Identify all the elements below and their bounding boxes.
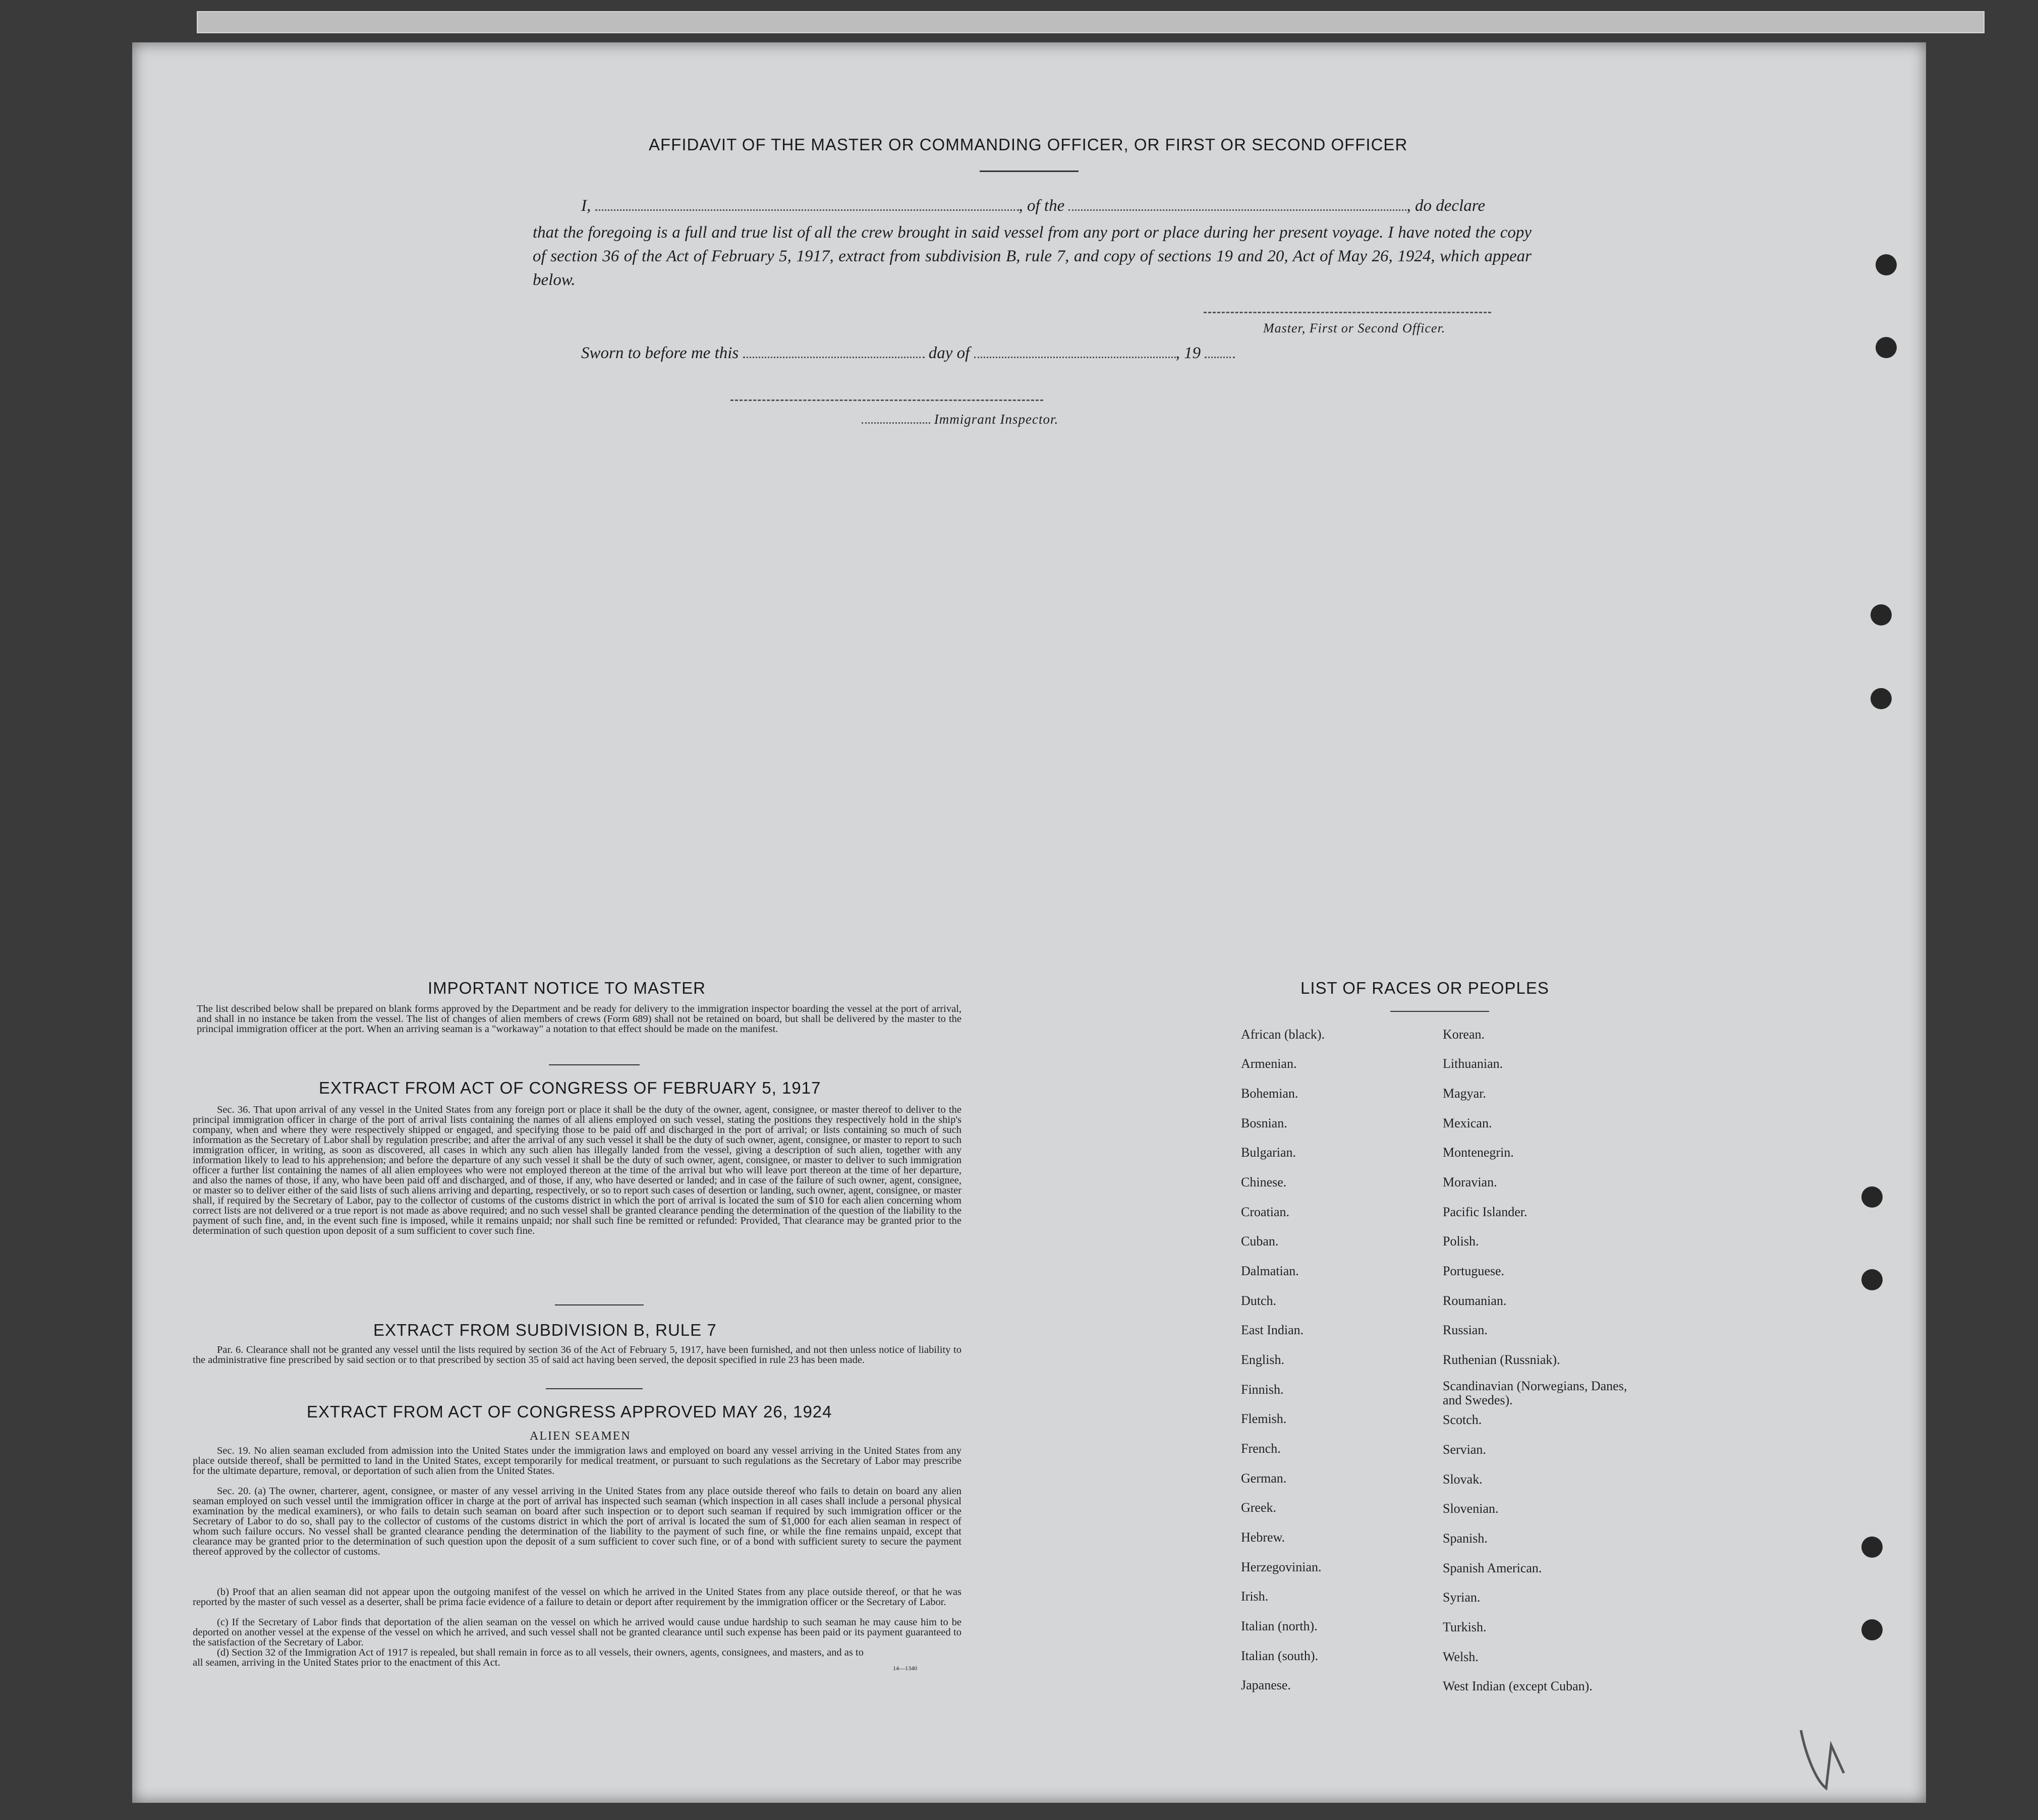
sworn-year-blank[interactable] <box>1205 357 1235 358</box>
race-item: Scotch. <box>1443 1412 1482 1427</box>
sec20c-text: (c) If the Secretary of Labor finds that deportation of the alien seaman on the vessel on which he arrived would cause undue hardship to such seaman he may cause him to be deported on another vessel at the expense of the vessel on which he arrived, and such vessel shall not be granted clearance until such expense has been paid or its payment guaranteed to the satisfaction of the Secretary of Labor. <box>193 1617 961 1648</box>
race-item: Portuguese. <box>1443 1264 1505 1278</box>
races-title-rule <box>1390 1011 1489 1012</box>
race-item: East Indian. <box>1241 1323 1304 1337</box>
race-item: Syrian. <box>1443 1590 1481 1605</box>
race-item: Bosnian. <box>1241 1116 1287 1130</box>
sworn-label: Sworn to before me this <box>581 344 739 362</box>
inspector-label: Immigrant Inspector. <box>934 412 1059 427</box>
punch-hole <box>1861 1537 1883 1558</box>
race-item: Dutch. <box>1241 1293 1277 1308</box>
race-item: Armenian. <box>1241 1056 1297 1071</box>
race-item: Korean. <box>1443 1027 1485 1042</box>
race-item: Bulgarian. <box>1241 1145 1296 1160</box>
master-signature-line[interactable] <box>1204 312 1491 313</box>
extract-rule7-text: Par. 6. Clearance shall not be granted any vessel until the lists required by section 36 of the Act of February 5, 1917, have been furnished, and not then unless notice of liability to the administrative fine prescribed by said section or to that prescribed by section 35 of said act having been served, the deposit specified in rule 23 has been made. <box>193 1344 961 1366</box>
race-item: Roumanian. <box>1443 1293 1507 1308</box>
race-item: Spanish American. <box>1443 1561 1542 1575</box>
race-item: African (black). <box>1241 1027 1325 1042</box>
race-item: Dalmatian. <box>1241 1264 1299 1278</box>
race-item: Moravian. <box>1443 1175 1497 1189</box>
affidavit-title: AFFIDAVIT OF THE MASTER OR COMMANDING OFFICER, OR FIRST OR SECOND OFFICER <box>649 135 1408 154</box>
extract-rule7-rule <box>546 1388 643 1389</box>
inspector-signature-line[interactable] <box>730 400 1043 401</box>
sec20a-text: Sec. 20. (a) The owner, charterer, agent, consignee, or master of any vessel arriving in the United States from any place outside thereof who fails to detain on board any alien seaman employed on such vessel until the immigration officer in charge at the port of arrival has inspected such seaman (which inspection in all cases shall include a personal physical examination by the medical examiners), or who fails to detain such seaman on board after such inspection or to deport such seaman if required by such immigration officer or the Secretary of Labor to do so, shall pay to the collector of customs of the customs district in which the port of arrival is located the sum of $1,000 for each alien seaman in respect of whom such failure occurs. No vessel shall be granted clearance pending the determination of the liability to the payment of such fine, or while the fine remains unpaid, except that clearance may be granted prior to the determination of such question upon the deposit of a sum sufficient to cover such fine, or of a bond with sufficient surety to secure the payment thereof approved by the collector of customs. <box>193 1486 961 1557</box>
extract-1917-rule <box>555 1304 644 1305</box>
race-item: Italian (north). <box>1241 1619 1318 1633</box>
race-item: Chinese. <box>1241 1175 1287 1189</box>
race-item: Lithuanian. <box>1443 1056 1503 1071</box>
race-item: Welsh. <box>1443 1650 1479 1664</box>
race-item: Scandinavian (Norwegians, Danes, and Swedes). <box>1443 1379 1627 1407</box>
sworn-day-blank[interactable] <box>743 357 925 358</box>
master-signature-label: Master, First or Second Officer. <box>1263 321 1446 335</box>
affidavit-i: I, <box>581 197 591 215</box>
pencil-mark <box>1796 1725 1856 1796</box>
race-item: Hebrew. <box>1241 1530 1285 1545</box>
extract-1917-title: EXTRACT FROM ACT OF CONGRESS OF FEBRUARY 5, 1917 <box>319 1078 821 1097</box>
race-item: Herzegovinian. <box>1241 1560 1322 1574</box>
race-item: Pacific Islander. <box>1443 1205 1527 1219</box>
notice-title: IMPORTANT NOTICE TO MASTER <box>428 979 706 997</box>
affidavit-line1 <box>533 197 1532 215</box>
vessel-blank[interactable] <box>1068 209 1406 211</box>
extract-rule7-title: EXTRACT FROM SUBDIVISION B, RULE 7 <box>373 1321 717 1339</box>
race-item: Polish. <box>1443 1234 1479 1248</box>
race-item: Ruthenian (Russniak). <box>1443 1352 1560 1367</box>
sec20b-text: (b) Proof that an alien seaman did not appear upon the outgoing manifest of the vessel on which he arrived in the United States from any place outside thereof, or that he was reported by the master of such vessel as a deserter, shall be prima facie evidence of a failure to detain or deport after requirement by the immigration officer or the Secretary of Labor. <box>193 1586 961 1608</box>
race-item: Italian (south). <box>1241 1648 1319 1663</box>
punch-hole <box>1861 1269 1883 1290</box>
notice-rule <box>549 1064 640 1065</box>
race-item: Slovenian. <box>1443 1501 1499 1516</box>
sec20d-text: (d) Section 32 of the Immigration Act of 1917 is repealed, but shall remain in force as to all vessels, their owners, agents, consignees, and masters, and as to all seamen, arriving in the United States prior to the enactment of this Act. <box>193 1647 864 1668</box>
affidavit-of-the: , of the <box>1018 197 1065 215</box>
affidavit-body: that the foregoing is a full and true list of all the crew brought in said vessel from any port or place during her present voyage. I have noted the copy of section 36 of the Act of February 5, 1917, extract from subdivision B, rule 7, and copy of sections 19 and 20, Act of May 26, 1924, which appear below. <box>533 223 1532 289</box>
punch-hole <box>1876 337 1897 358</box>
sworn-line <box>581 344 1235 363</box>
race-item: Servian. <box>1443 1442 1486 1457</box>
sec19-text: Sec. 19. No alien seaman excluded from admission into the United States under the immigration laws and employed on board any vessel arriving in the United States from any place outside thereof, shall be permitted to land in the United States, except temporarily for medical treatment, or pursuant to such regulations as the Secretary of Labor may prescribe for the ultimate departure, removal, or deportation of such alien from the United States. <box>193 1445 961 1476</box>
race-item: Turkish. <box>1443 1620 1487 1634</box>
races-title: LIST OF RACES OR PEOPLES <box>1300 979 1549 997</box>
sworn-month-blank[interactable] <box>974 357 1176 358</box>
race-item: Mexican. <box>1443 1116 1492 1130</box>
form-number: 14—1340 <box>893 1665 917 1672</box>
inspector-line <box>862 412 1058 427</box>
race-item: Croatian. <box>1241 1205 1290 1219</box>
race-item: Spanish. <box>1443 1531 1488 1546</box>
race-item: French. <box>1241 1441 1281 1456</box>
affidavit-do-declare: , do declare <box>1406 197 1485 215</box>
name-blank[interactable] <box>595 209 1019 211</box>
race-item: Magyar. <box>1443 1086 1486 1101</box>
extract-1924-title: EXTRACT FROM ACT OF CONGRESS APPROVED MAY 26, 1924 <box>307 1402 832 1421</box>
race-item: Finnish. <box>1241 1382 1284 1397</box>
punch-hole <box>1871 688 1892 709</box>
race-item: Slovak. <box>1443 1472 1483 1487</box>
alien-seamen-subtitle: ALIEN SEAMEN <box>530 1430 631 1443</box>
race-item: Russian. <box>1443 1323 1488 1337</box>
inspector-prefix-blank <box>862 422 930 424</box>
race-item: Flemish. <box>1241 1411 1287 1426</box>
race-item: English. <box>1241 1352 1284 1367</box>
race-item: Montenegrin. <box>1443 1145 1514 1160</box>
scanner-edge <box>197 11 1985 33</box>
notice-text: The list described below shall be prepared on blank forms approved by the Department and be ready for delivery to the immigration inspector boarding the vessel at the port of arrival, and shall in no instance be taken from the vessel. The list of changes of alien members of crews (Form 689) shall not be retained on board, but shall be delivered by the master to the principal immigration officer at the port. When an arriving seaman is a "workaway" a notation to that effect should be made on the manifest. <box>197 1003 961 1035</box>
year-label: , 19 <box>1175 344 1201 362</box>
race-item: Cuban. <box>1241 1234 1279 1248</box>
race-item: Bohemian. <box>1241 1086 1298 1101</box>
punch-hole <box>1871 604 1892 625</box>
race-item: Irish. <box>1241 1589 1269 1604</box>
race-item: German. <box>1241 1471 1287 1486</box>
affidavit-title-rule <box>980 170 1079 172</box>
punch-hole <box>1861 1186 1883 1208</box>
day-of-label: day of <box>928 344 970 362</box>
extract-1917-text: Sec. 36. That upon arrival of any vessel in the United States from any foreign port or place it shall be the duty of the owner, agent, consignee, or master thereof to deliver to the principal immigration officer in charge of the port of arrival lists containing the names of all aliens employed on such vessel, stating the positions they respectively hold in the ship's company, when and where they were respectively shipped or engaged, and specifying those to be paid off and discharged in the port of arrival; or lists containing so much of such information as the Secretary of Labor shall by regulation prescribe; and after the arrival of any such vessel it shall be the duty of such owner, agent, consignee, or master to report to such immigration officer, in writing, as soon as discovered, all cases in which any such alien has illegally landed from the vessel, giving a description of such alien, together with any information likely to lead to his apprehension; and before the departure of any such vessel it shall be the duty of such owner, agent, consignee, or master to deliver to such immigration officer a further list containing the names of all alien employees who were not employed thereon at the time of the arrival but who will leave port thereon at the time of her departure, and also the names of those, if any, who have been paid off and discharged, and of those, if any, who have deserted or landed; and in case of the failure of such owner, agent, consignee, or master so to deliver either of the said lists of such aliens arriving and departing, respectively, or so to report such cases of desertion or landing, such owner, agent, consignee, or master shall, if required by the Secretary of Labor, pay to the collector of customs of the customs district in which the port of arrival is located the sum of $10 for each alien concerning whom correct lists are not delivered or a true report is not made as above required; and no such vessel shall be granted clearance pending the determination of the question of the liability to the payment of such fine, and, in the event such fine is imposed, while it remains unpaid; nor shall such fine be remitted or refunded: Provided, That clearance may be granted prior to the determination of such question upon deposit of a sum sufficient to cover such fine. <box>193 1104 961 1236</box>
race-item: Japanese. <box>1241 1678 1291 1692</box>
punch-hole <box>1861 1619 1883 1640</box>
race-item: Greek. <box>1241 1500 1277 1515</box>
punch-hole <box>1876 254 1897 275</box>
race-item: West Indian (except Cuban). <box>1443 1679 1593 1693</box>
